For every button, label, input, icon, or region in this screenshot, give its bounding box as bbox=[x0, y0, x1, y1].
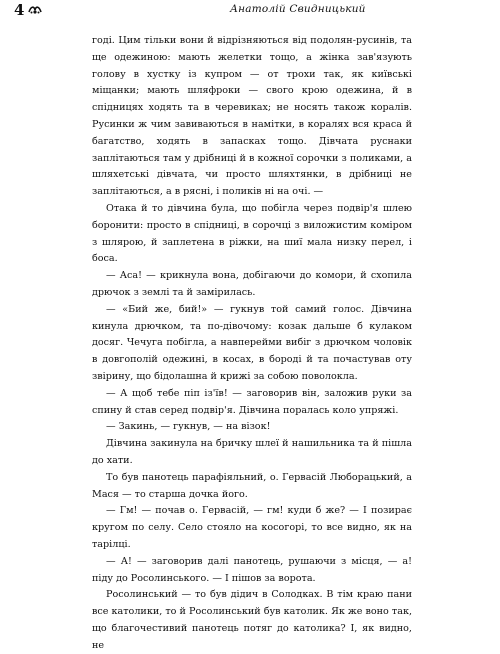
page-header bbox=[0, 0, 500, 22]
paragraph: — Аса! — крикнула вона, добігаючи до комори, й схопила дрючок з землі та й замірилась. bbox=[92, 270, 412, 298]
paragraph: — А! — заговорив далі панотець, рушаючи з місця, — а! піду до Росолинського. — І пішов за ворота. bbox=[92, 555, 412, 584]
floral-ornament-icon bbox=[28, 4, 42, 15]
page-number: 4 bbox=[14, 1, 25, 19]
paragraph: — Гм! — почав о. Гервасій, — гм! куди б же? — І позирає кругом по селу. Село стояло на косогорі, то все видно, як на тарілці. bbox=[92, 505, 412, 550]
paragraph: То був панотець парафіяльний, о. Гервасій Люборацький, а Мася — то старша дочка його. bbox=[92, 471, 412, 500]
paragraph: Росолинський — то був дідич в Солодках. В тім краю пани все католики, то й Росолинський був католик. Як же воно так, що благочестивий панотець потяг до католика? І, як видно, не bbox=[92, 589, 412, 651]
paragraph: — А щоб тебе піп із'їв! — заговорив він, заложив руки за спину й став серед подвір'я. Дівчина поралась коло упряжі. bbox=[92, 387, 412, 416]
paragraph: Отака й то дівчина була, що побігла через подвір'я шлею боронити: просто в спідниці, в сорочці з виложистим коміром з шлярою, й заплетена в ріжки, на шиї мала низку перел, і боса. bbox=[92, 202, 412, 265]
paragraph: Дівчина закинула на бричку шлеї й нашильника та й пішла до хати. bbox=[92, 438, 412, 466]
paragraph: годі. Цим тільки вони й відрізняються від подолян-русинів, та ще одежиною: мають желетки тощо, а жінка зав'язують голову в хустку із купром — от трохи так, як київські міщанки; мають шляфроки — свого крою одежина, й в спідницях ходять та в черевиках; не носять також коралів. Русинки ж чим завиваються в намітки, в коралях вся краса й багатство, ходять в запасках тощо. Дівчата руснаки заплітаються там у дрібниці й в кожної сорочки з поликами, а шляхетські дівчата, чи просто шляхтянки, в дрібниці не заплітаються, а в рясні, і поликів ні на очі. — bbox=[92, 35, 412, 198]
running-head-author: Анатолій Свидницький bbox=[230, 3, 366, 15]
paragraph: — «Бий же, бий!» — гукнув той самий голос. Дівчина кинула дрючком, та по-дівочому: козак дальше б кулаком досяг. Чечуга побігла, а навперейми вибіг з дрючком чоловік в довгополій одежині, в косах, в бороді й та почастував оту звірину, що бідолашна й крижі за собою поволокла. bbox=[92, 303, 412, 382]
paragraph: — Закинь, — гукнув, — на візок! bbox=[106, 421, 271, 433]
body-text bbox=[92, 33, 412, 654]
